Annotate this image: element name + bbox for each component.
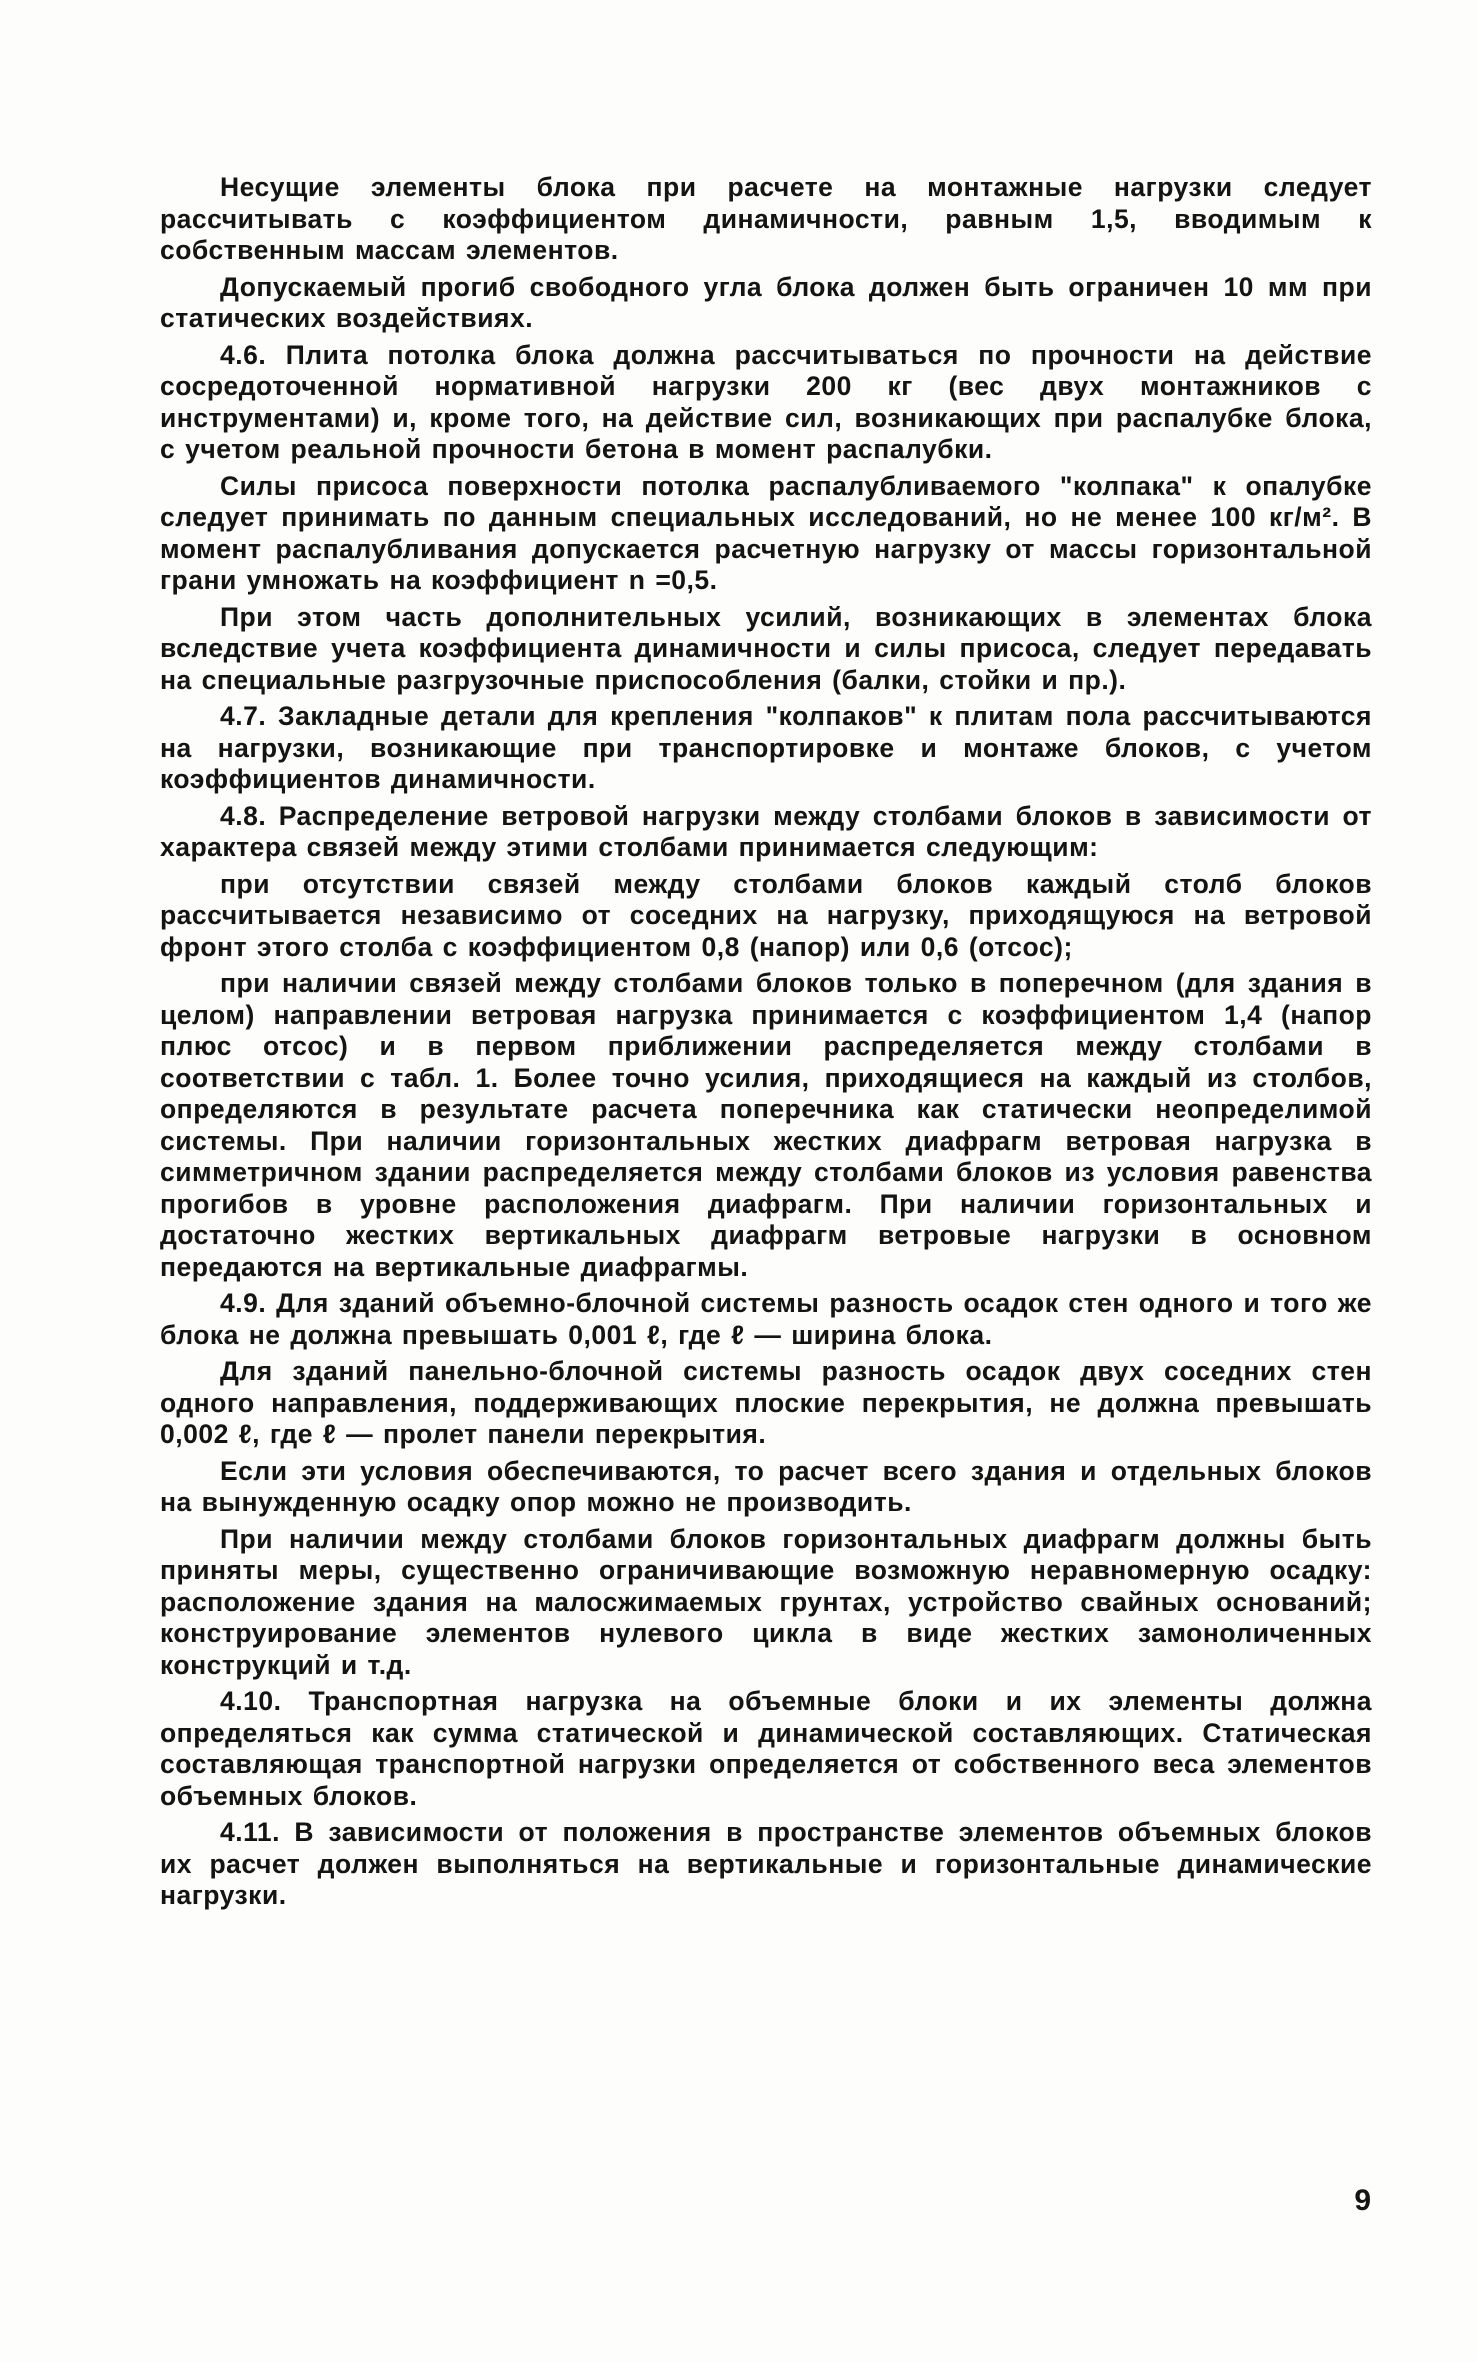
paragraph-additional-forces bbox=[160, 602, 1372, 697]
paragraph-text: При наличии между столбами блоков горизонтальных диафрагм должны быть приняты меры, существенно ограничивающие возможную неравномерную осадку: расположение здания на малосжимаемых грунтах, устройство свайных оснований; конструирование элементов нулевого цикла в виде жестких замоноличенных конструкций и т.д. bbox=[160, 1523, 1372, 1680]
paragraph-text: В зависимости от положения в пространстве элементов объемных блоков их расчет должен выполняться на вертикальные и горизонтальные динамические нагрузки. bbox=[160, 1817, 1372, 1910]
paragraph-text: Плита потолка блока должна рассчитываться по прочности на действие сосредоточенной нормативной нагрузки 200 кг (вес двух монтажников с инструментами) и, кроме того, на действие сил, возникающих при распалубке блока, с учетом реальной прочности бетона в момент распалубки. bbox=[160, 339, 1372, 464]
paragraph-4-10 bbox=[160, 1686, 1372, 1812]
section-number: 4.11. bbox=[220, 1817, 280, 1847]
paragraph-text: при отсутствии связей между столбами блоков каждый столб блоков рассчитывается независимо от соседних на нагрузку, приходящуюся на ветровой фронт этого столба с коэффициентом 0,8 (напор) или 0,6 (отсос); bbox=[160, 868, 1372, 962]
paragraph-text: Допускаемый прогиб свободного угла блока должен быть ограничен 10 мм при статических воздействиях. bbox=[160, 271, 1372, 333]
section-number: 4.6. bbox=[220, 339, 267, 370]
paragraph-text: Несущие элементы блока при расчете на монтажные нагрузки следует рассчитывать с коэффициентом динамичности, равным 1,5, вводимым к собственным массам элементов. bbox=[160, 172, 1372, 265]
paragraph-conditions bbox=[160, 1456, 1372, 1519]
paragraph-text: Для зданий панельно-блочной системы разность осадок двух соседних стен одного направления, поддерживающих плоские перекрытия, не должна превышать 0,002 ℓ, где ℓ — пролет панели перекрытия. bbox=[160, 1356, 1372, 1449]
section-number: 4.7. bbox=[220, 701, 267, 731]
paragraph-deflection bbox=[160, 272, 1372, 335]
paragraph-4-6 bbox=[160, 340, 1372, 466]
paragraph-with-links bbox=[160, 968, 1372, 1283]
paragraph-4-7 bbox=[160, 701, 1372, 796]
paragraph-panel-block bbox=[160, 1356, 1372, 1451]
paragraph-mounting-loads bbox=[160, 172, 1372, 267]
section-number: 4.9. bbox=[220, 1288, 267, 1318]
paragraph-text: при наличии связей между столбами блоков только в поперечном (для здания в целом) направлении ветровая нагрузка принимается с коэффициентом 1,4 (напор плюс отсос) и в первом приближении распределяется между столбами в соответствии с табл. 1. Более точно усилия, приходящиеся на каждый из столбов, определяются в результате расчета поперечника как статически неопределимой системы. При наличии горизонтальных жестких диафрагм ветровая нагрузка в симметричном здании распределяется между столбами блоков из условия равенства прогибов в уровне расположения диафрагм. При наличии горизонтальных и достаточно жестких вертикальных диафрагм ветровые нагрузки в основном передаются на вертикальные диафрагмы. bbox=[160, 968, 1372, 1282]
paragraph-text: Силы присоса поверхности потолка распалубливаемого "колпака" к опалубке следует принимать по данным специальных исследований, но не менее 100 кг/м². В момент распалубливания допускается расчетную нагрузку от массы горизонтальной грани умножать на коэффициент n =0,5. bbox=[160, 470, 1372, 595]
section-number: 4.8. bbox=[220, 800, 267, 831]
paragraph-text: Закладные детали для крепления "колпаков" к плитам пола рассчитываются на нагрузки, возникающие при транспортировке и монтаже блоков, с учетом коэффициентов динамичности. bbox=[160, 701, 1373, 794]
paragraph-4-11 bbox=[160, 1817, 1372, 1912]
paragraph-text: При этом часть дополнительных усилий, возникающих в элементах блока вследствие учета коэффициента динамичности и силы присоса, следует передавать на специальные разгрузочные приспособления (балки, стойки и пр.). bbox=[160, 601, 1372, 695]
section-number: 4.10. bbox=[220, 1686, 282, 1716]
paragraph-text: Для зданий объемно-блочной системы разность осадок стен одного и того же блока не должна превышать 0,001 ℓ, где ℓ — ширина блока. bbox=[160, 1288, 1372, 1350]
paragraph-no-links bbox=[160, 869, 1372, 964]
paragraph-text: Транспортная нагрузка на объемные блоки и их элементы должна определяться как сумма статической и динамической составляющих. Статическая составляющая транспортной нагрузки определяется от собственного веса элементов объемных блоков. bbox=[160, 1686, 1372, 1811]
text-column bbox=[160, 172, 1372, 1917]
paragraph-text: Распределение ветровой нагрузки между столбами блоков в зависимости от характера связей между этими столбами принимается следующим: bbox=[160, 800, 1372, 862]
paragraph-suction-forces bbox=[160, 471, 1372, 597]
paragraph-4-8 bbox=[160, 801, 1372, 864]
paragraph-4-9 bbox=[160, 1288, 1372, 1351]
paragraph-diaphragms bbox=[160, 1524, 1372, 1682]
paragraph-text: Если эти условия обеспечиваются, то расчет всего здания и отдельных блоков на вынужденную осадку опор можно не производить. bbox=[160, 1455, 1372, 1517]
page-number: 9 bbox=[1354, 2184, 1371, 2217]
